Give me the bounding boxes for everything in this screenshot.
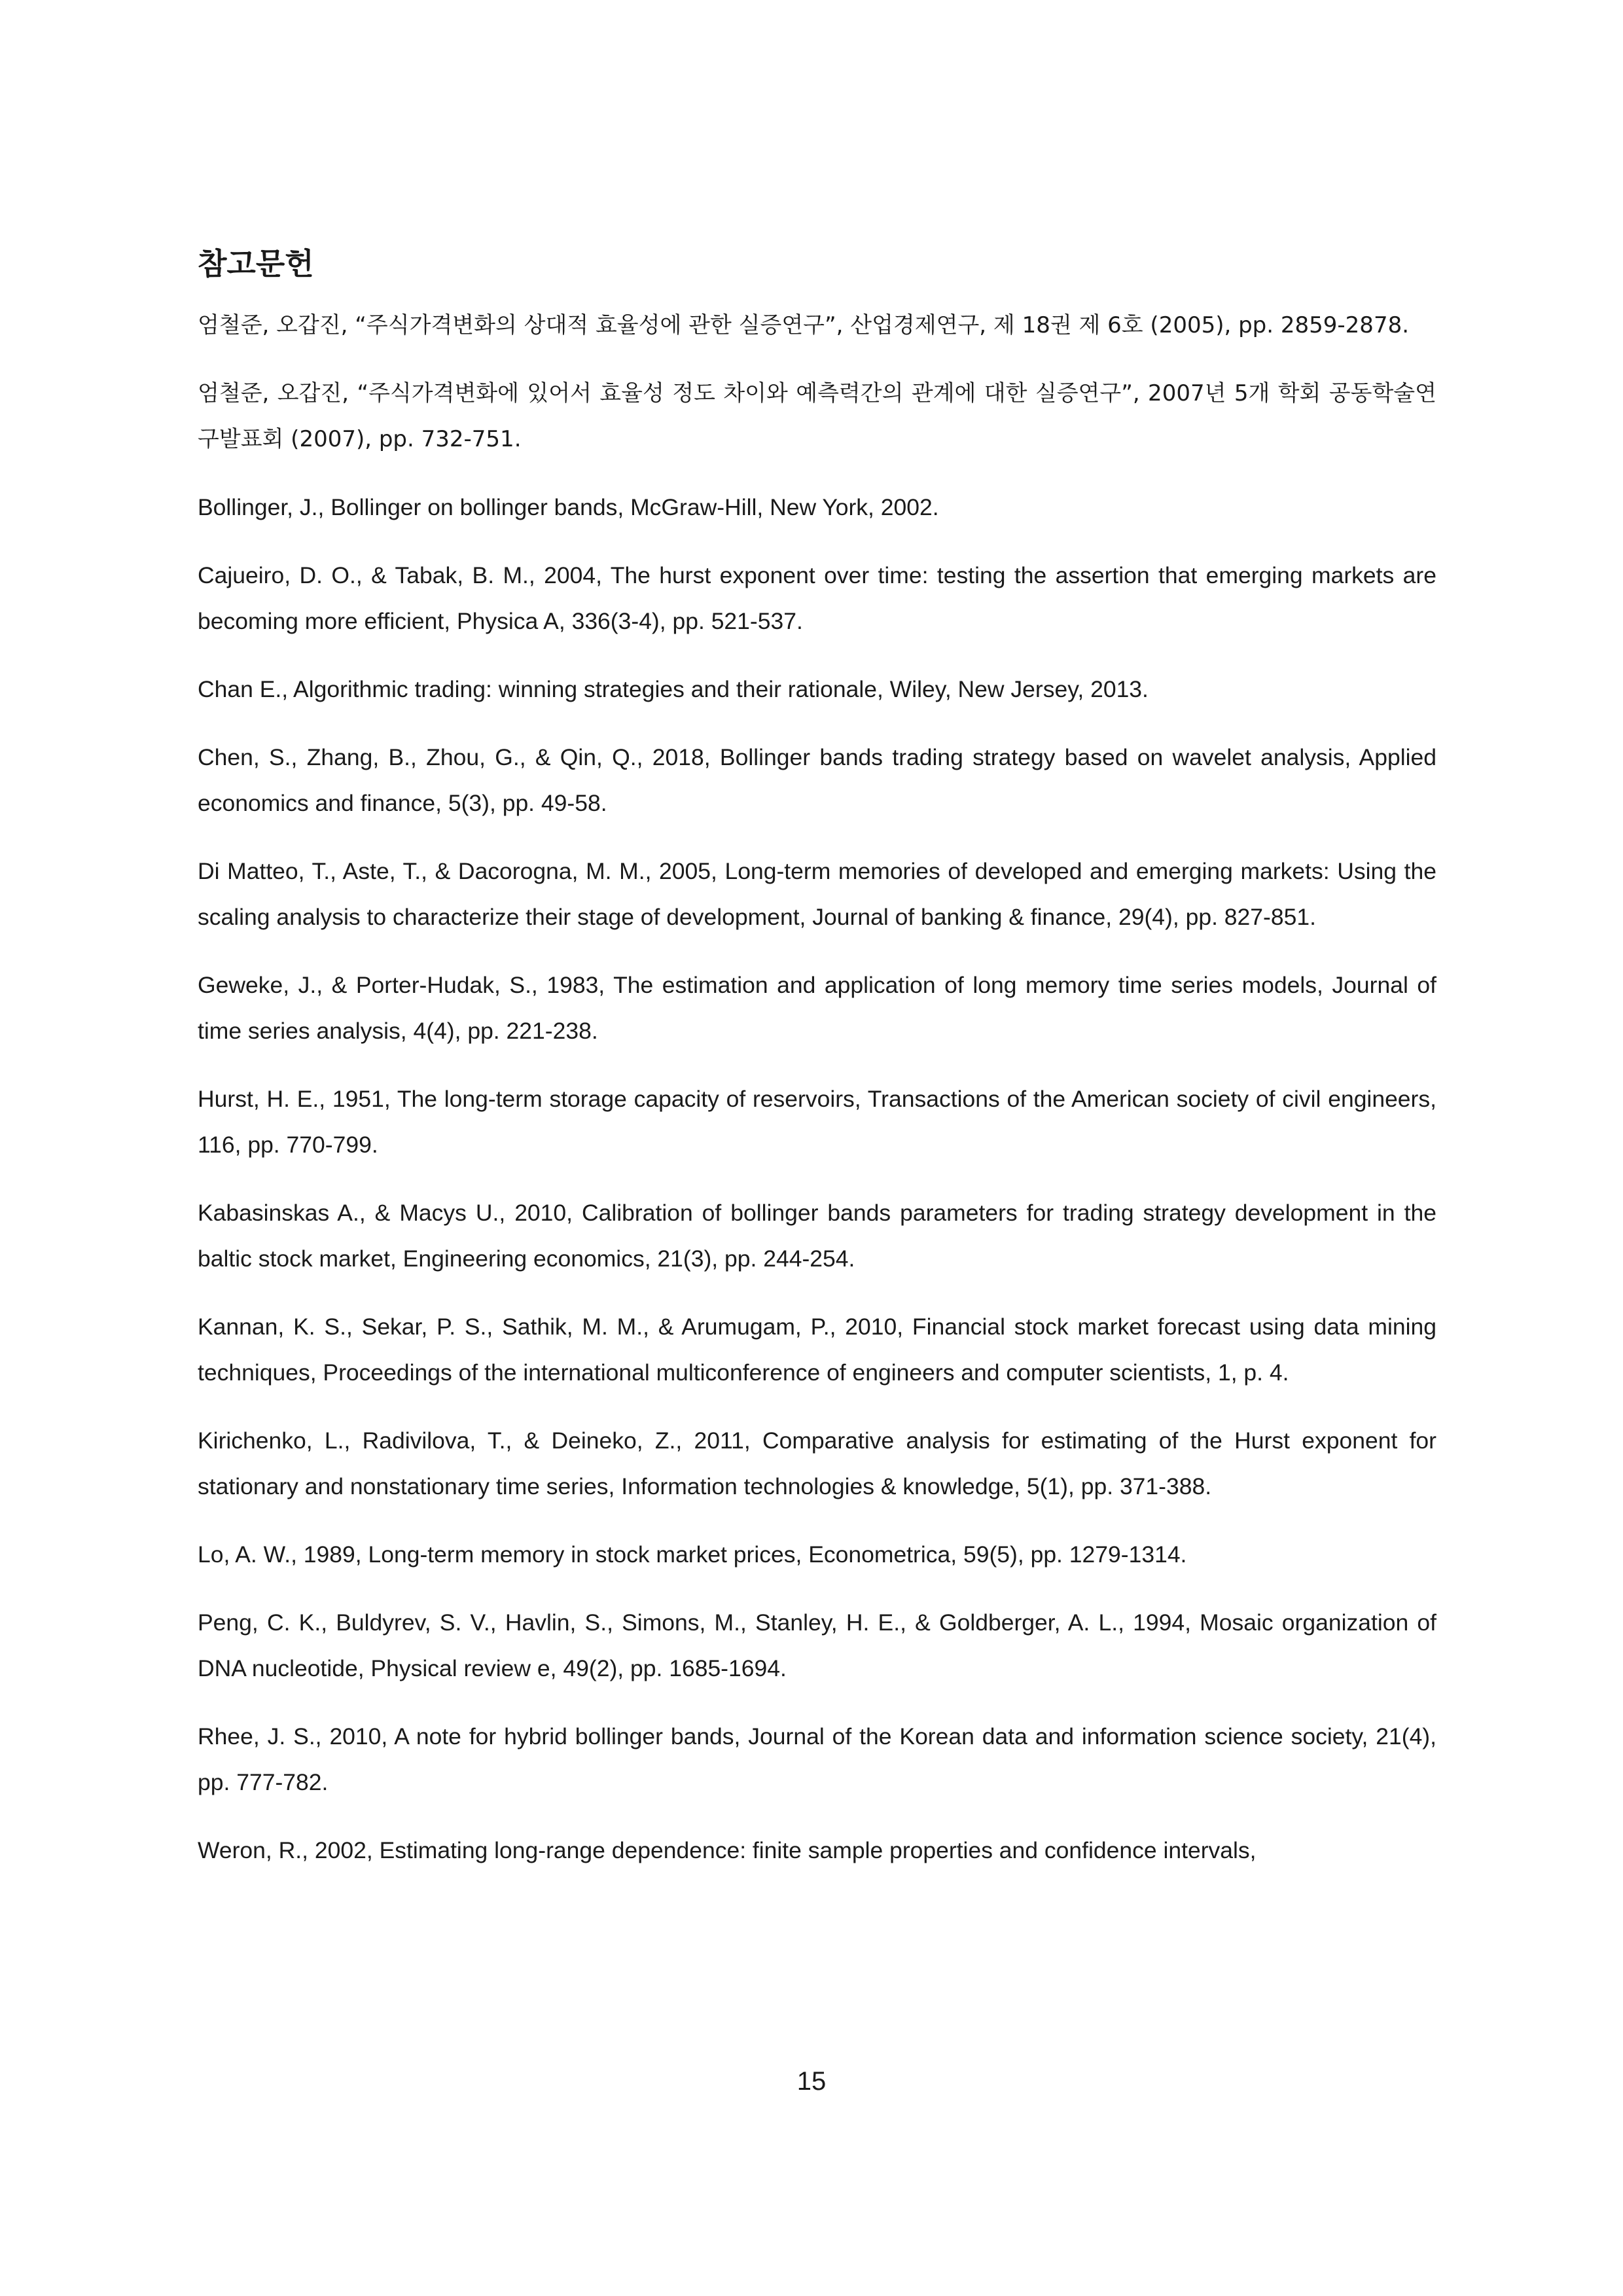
reference-entry: Peng, C. K., Buldyrev, S. V., Havlin, S., Simons, M., Stanley, H. E., & Goldberger, A. L., 1994, Mosaic organization of DNA nucleotide, Physical review e, 49(2), pp. 1685-1694. <box>198 1609 1436 1681</box>
reference-entry: Bollinger, J., Bollinger on bollinger bands, McGraw-Hill, New York, 2002. <box>198 494 939 520</box>
document-body <box>198 243 1436 1895</box>
reference-entry: Kirichenko, L., Radivilova, T., & Deineko, Z., 2011, Comparative analysis for estimating of the Hurst exponent for stationary and nonstationary time series, Information technologies & knowledge, 5(1), pp. 371-388. <box>198 1427 1436 1499</box>
references-heading: 참고문헌 <box>198 246 314 281</box>
reference-entry: Rhee, J. S., 2010, A note for hybrid bollinger bands, Journal of the Korean data and information science society, 21(4), pp. 777-782. <box>198 1723 1436 1795</box>
reference-entry: Chan E., Algorithmic trading: winning strategies and their rationale, Wiley, New Jersey, 2013. <box>198 676 1149 702</box>
reference-entry: Cajueiro, D. O., & Tabak, B. M., 2004, The hurst exponent over time: testing the assertion that emerging markets are becoming more efficient, Physica A, 336(3-4), pp. 521-537. <box>198 562 1436 634</box>
reference-entry: Kannan, K. S., Sekar, P. S., Sathik, M. M., & Arumugam, P., 2010, Financial stock market forecast using data mining techniques, Proceedings of the international multiconference of engineers and computer scientists, 1, p. 4. <box>198 1314 1436 1386</box>
reference-entry: Lo, A. W., 1989, Long-term memory in stock market prices, Econometrica, 59(5), pp. 1279-1314. <box>198 1541 1187 1568</box>
page-number: 15 <box>796 2067 827 2096</box>
reference-entry: 엄철준, 오갑진, “주식가격변화의 상대적 효율성에 관한 실증연구”, 산업경제연구, 제 18권 제 6호 (2005), pp. 2859-2878. <box>198 312 1410 338</box>
reference-entry: Kabasinskas A., & Macys U., 2010, Calibration of bollinger bands parameters for trading strategy development in the baltic stock market, Engineering economics, 21(3), pp. 244-254. <box>198 1200 1436 1272</box>
reference-entry: Di Matteo, T., Aste, T., & Dacorogna, M. M., 2005, Long-term memories of developed and emerging markets: Using the scaling analysis to characterize their stage of development, Journal of banking & finance, 29(4), pp. 827-851. <box>198 858 1436 930</box>
reference-list <box>198 302 1436 1873</box>
reference-entry: Geweke, J., & Porter-Hudak, S., 1983, The estimation and application of long memory time series models, Journal of time series analysis, 4(4), pp. 221-238. <box>198 972 1436 1044</box>
reference-entry: Chen, S., Zhang, B., Zhou, G., & Qin, Q., 2018, Bollinger bands trading strategy based on wavelet analysis, Applied economics and finance, 5(3), pp. 49-58. <box>198 744 1436 816</box>
reference-entry: Hurst, H. E., 1951, The long-term storage capacity of reservoirs, Transactions of the American society of civil engineers, 116, pp. 770-799. <box>198 1086 1436 1158</box>
reference-entry: Weron, R., 2002, Estimating long-range dependence: finite sample properties and confidence intervals, <box>198 1837 1257 1863</box>
reference-entry: 엄철준, 오갑진, “주식가격변화에 있어서 효율성 정도 차이와 예측력간의 관계에 대한 실증연구”, 2007년 5개 학회 공동학술연구발표회 (2007), pp. 732-751. <box>198 380 1436 452</box>
